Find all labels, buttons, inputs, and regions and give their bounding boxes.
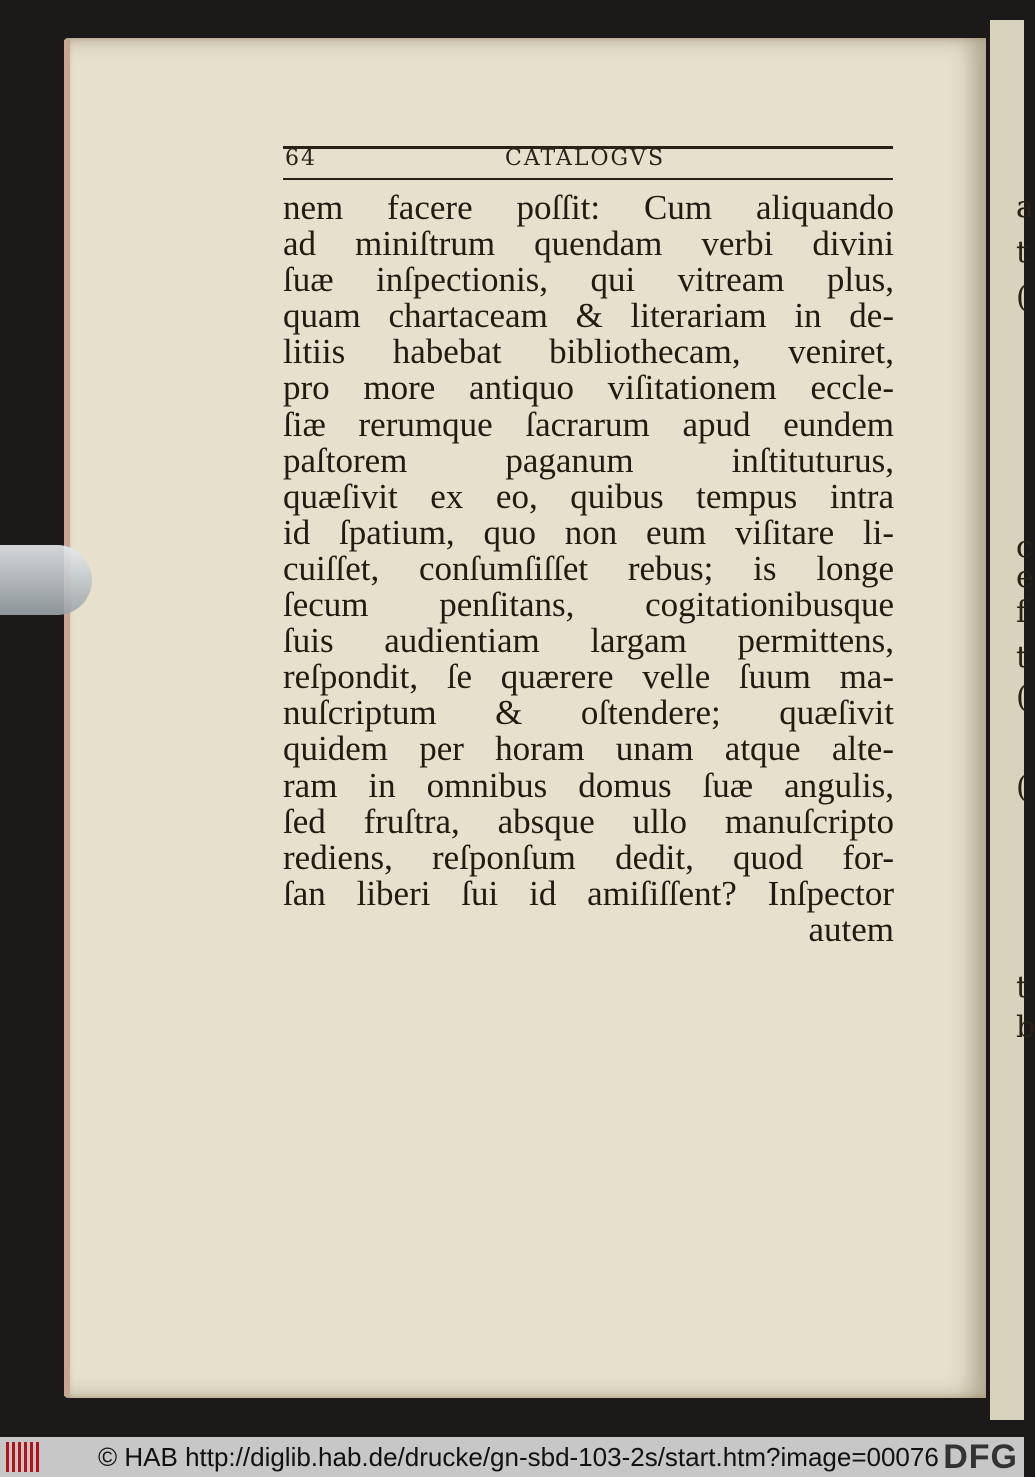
text-line: ſed fruſtra, absque ullo manuſcripto xyxy=(283,801,894,841)
catchword: autem xyxy=(808,909,894,949)
page-number: 64 xyxy=(285,146,317,171)
text-line: quidem per horam unam atque alte- xyxy=(283,729,894,769)
text-line: reſpondit, ſe quærere velle ſuum ma- xyxy=(283,657,894,697)
footer-bar xyxy=(0,1437,1024,1477)
text-line: id ſpatium, quo non eum viſitare li- xyxy=(283,512,894,552)
page-edge xyxy=(64,40,70,1396)
text-line: paſtorem paganum inſtituturus, xyxy=(283,440,894,480)
text-line: ſuis audientiam largam permittens, xyxy=(283,621,894,661)
text-line: ram in omnibus domus ſuæ angulis, xyxy=(283,765,894,805)
text-line: quam chartaceam & literariam in de- xyxy=(283,296,894,336)
hab-logo-icon xyxy=(6,1442,42,1472)
text-line: nuſcriptum & oſtendere; quæſivit xyxy=(283,693,894,733)
text-line: litiis habebat bibliothecam, veniret, xyxy=(283,332,894,372)
text-line: ſiæ rerumque ſacrarum apud eundem xyxy=(283,404,894,444)
text-line: pro more antiquo viſitationem eccle- xyxy=(283,368,894,408)
text-line: ſecum penſitans, cogitationibusque xyxy=(283,585,894,625)
text-line: ſuæ inſpectionis, qui vitream plus, xyxy=(283,260,894,300)
text-line: cuiſſet, conſumſiſſet rebus; is longe xyxy=(283,548,894,588)
adjacent-page-edge: a t ( c e f t ( ( t b xyxy=(990,20,1024,1420)
text-line: rediens, reſponſum dedit, quod for- xyxy=(283,837,894,877)
body-text xyxy=(283,190,894,948)
dfg-logo: DFG xyxy=(943,1438,1018,1476)
text-line: quæſivit ex eo, quibus tempus intra xyxy=(283,476,894,516)
text-line: nem facere poſſit: Cum aliquando xyxy=(283,188,894,227)
text-line: ad miniſtrum quendam verbi divini xyxy=(283,224,894,264)
running-head: CATALOGVS xyxy=(505,146,666,171)
header-rule-bottom xyxy=(283,178,893,180)
bookmark-clip xyxy=(0,545,92,615)
copyright-link[interactable]: © HAB http://diglib.hab.de/drucke/gn-sbd-103-2s/start.htm?image=00076 xyxy=(98,1442,939,1472)
text-line: ſan liberi ſui id amiſiſſent? Inſpector xyxy=(283,873,894,913)
